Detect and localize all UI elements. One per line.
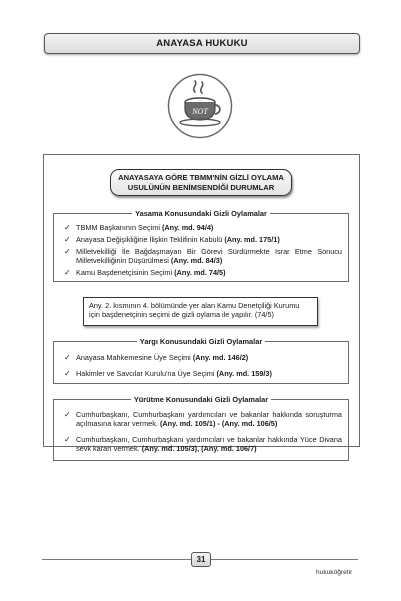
footer-divider [42,559,191,560]
header-title: ANAYASA HUKUKU [156,38,248,49]
section-judiciary: Yargı Konusundaki Gizli Oylamalar ✓ Anayasa Mahkemesine Üye Seçimi (Any. md. 146/2) ✓ Hakimler ve Savcılar Kurulu'na Üye Seçimi (Any. md. 159/3) [53,341,349,384]
section-heading: Yasama Konusundaki Gizli Oylamalar [54,209,348,218]
check-icon: ✓ [64,410,71,419]
note-text: Any. 2. kısmının 4. bölümünde yer alan Kamu Denetçiliği Kurumu için başdenetçinin seçimi de gizli oylama ile yapılır. (74/5) [89,301,300,320]
page-header [44,33,360,54]
check-icon: ✓ [64,247,71,256]
logo-text: NOT [192,107,208,116]
page-number: 31 [191,552,211,567]
main-title-box [110,169,292,196]
brand-label: hukuköğretir [316,569,353,576]
section-executive: Yürütme Konusundaki Gizli Oylamalar ✓ Cumhurbaşkanı, Cumhurbaşkanı yardımcıları ve bakanlar hakkında soruşturma açılmasına karar vermek. (Any. md. 105/1) - (Any. md. 106/5) ✓ Cumhurbaşkanı, Cumhurbaşkanı yardımcıları ve bakanlar hakkında Yüce Divana sevk kararı vermek. (Any. md. 105/3), (Any. md. 106/7) [53,399,349,461]
check-icon: ✓ [64,223,71,232]
footer-divider [211,559,358,560]
check-icon: ✓ [64,435,71,444]
check-icon: ✓ [64,235,71,244]
section-heading: Yürütme Konusundaki Gizli Oylamalar [54,395,348,404]
note-box [83,297,318,326]
main-title-line1: ANAYASAYA GÖRE TBMM'NİN GİZLİ OYLAMA [118,173,284,182]
check-icon: ✓ [64,268,71,277]
section-legislation: Yasama Konusundaki Gizli Oylamalar ✓ TBMM Başkanının Seçimi (Any. md. 94/4) ✓ Anayasa Değişikliğine İlişkin Teklifinin Kabulü (Any. md. 175/1) ✓ Milletvekilliği İle Bağdaşmayan Bir Görevi Sürdürmekte Israr Etme Sonucu Milletvekilliğinin Düşürülmesi (Any. md. 84/3) ✓ Kamu Başdenetçisinin Seçimi (Any. md. 74/5) [53,213,349,282]
coffee-cup-icon [167,73,233,139]
check-icon: ✓ [64,369,71,378]
check-icon: ✓ [64,353,71,362]
main-title-line2: USULÜNÜN BENİMSENDİĞİ DURUMLAR [127,182,275,192]
section-heading: Yargı Konusundaki Gizli Oylamalar [54,337,348,346]
